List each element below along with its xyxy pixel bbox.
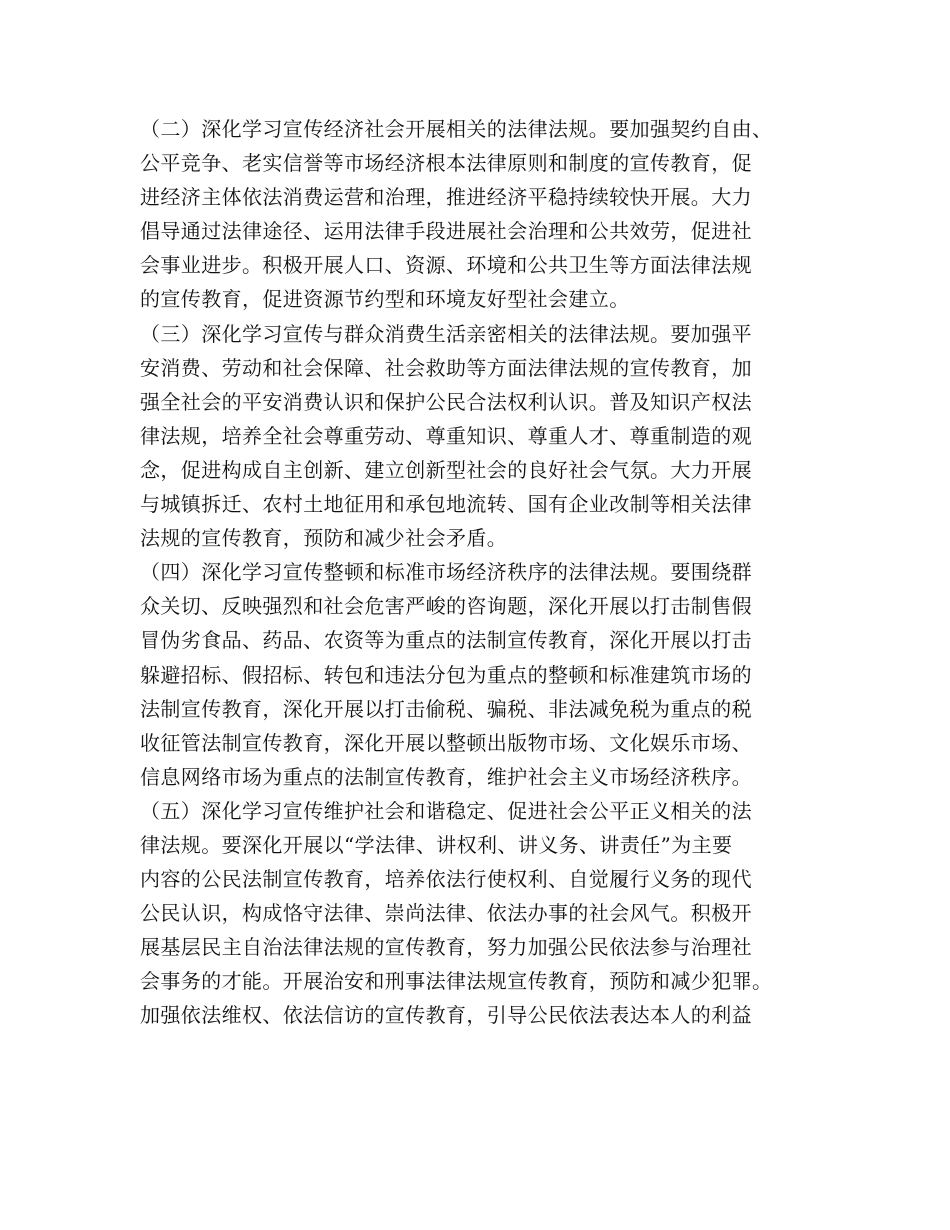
text-line: 信息网络市场为重点的法制宣传教育，维护社会主义市场经济秩序。 <box>140 764 752 789</box>
document-body <box>140 112 820 1033</box>
text-line: 收征管法制宣传教育，深化开展以整顿出版物市场、文化娱乐市场、 <box>140 730 752 755</box>
text-line: 法规的宣传教育，预防和减少社会矛盾。 <box>140 526 508 551</box>
text-line: 律法规，培养全社会尊重劳动、尊重知识、尊重人才、尊重制造的观 <box>140 423 752 448</box>
text-line: 冒伪劣食品、药品、农资等为重点的法制宣传教育，深化开展以打击 <box>140 628 752 653</box>
text-line: 加强依法维权、依法信访的宣传教育，引导公民依法表达本人的利益 <box>140 1003 752 1028</box>
text-line: （四）深化学习宣传整顿和标准市场经济秩序的法律法规。要围绕群 <box>140 560 752 585</box>
text-line: （二）深化学习宣传经济社会开展相关的法律法规。要加强契约自由、 <box>140 117 773 141</box>
text-line: 律法规。要深化开展以“学法律、讲权利、讲义务、讲责任”为主要 <box>140 832 733 857</box>
text-line: 强全社会的平安消费认识和保护公民合法权利认识。普及知识产权法 <box>140 389 752 414</box>
text-line: 的宣传教育，促进资源节约型和环境友好型社会建立。 <box>140 287 630 312</box>
text-line: 内容的公民法制宣传教育，培养依法行使权利、自觉履行义务的现代 <box>140 867 752 892</box>
text-line: 倡导通过法律途径、运用法律手段进展社会治理和公共效劳，促进社 <box>140 219 752 244</box>
text-line: 会事业进步。积极开展人口、资源、环境和公共卫生等方面法律法规 <box>140 253 752 278</box>
text-line: 众关切、反映强烈和社会危害严峻的咨询题，深化开展以打击制售假 <box>140 594 752 619</box>
text-line: 躲避招标、假招标、转包和违法分包为重点的整顿和标准建筑市场的 <box>140 662 752 687</box>
text-line: （五）深化学习宣传维护社会和谐稳定、促进社会公平正义相关的法 <box>140 798 752 823</box>
text-line: （三）深化学习宣传与群众消费生活亲密相关的法律法规。要加强平 <box>140 321 752 346</box>
text-line: 公民认识，构成恪守法律、崇尚法律、依法办事的社会风气。积极开 <box>140 901 752 926</box>
text-line: 安消费、劳动和社会保障、社会救助等方面法律法规的宣传教育，加 <box>140 355 752 380</box>
text-line: 进经济主体依法消费运营和治理，推进经济平稳持续较快开展。大力 <box>140 185 752 210</box>
text-line: 法制宣传教育，深化开展以打击偷税、骗税、非法减免税为重点的税 <box>140 696 752 721</box>
text-line: 念，促进构成自主创新、建立创新型社会的良好社会气氛。大力开展 <box>140 457 752 482</box>
text-line: 与城镇拆迁、农村土地征用和承包地流转、国有企业改制等相关法律 <box>140 492 752 517</box>
text-line: 公平竞争、老实信誉等市场经济根本法律原则和制度的宣传教育，促 <box>140 151 752 176</box>
text-line: 展基层民主自治法律法规的宣传教育，努力加强公民依法参与治理社 <box>140 935 752 960</box>
text-line: 会事务的才能。开展治安和刑事法律法规宣传教育，预防和减少犯罪。 <box>140 969 773 994</box>
